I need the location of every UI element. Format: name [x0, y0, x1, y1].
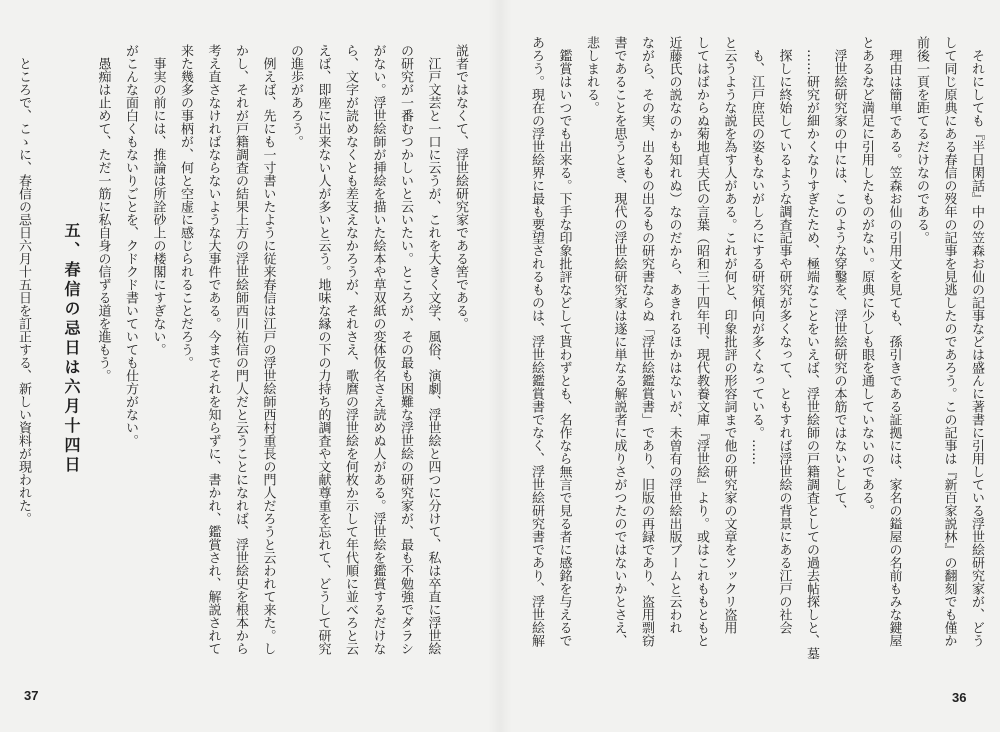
book-gutter	[488, 0, 512, 732]
text-column: ら、文字が読めなくとも差支えなかろうが、それさえ、歌麿の浮世絵を何枚か示して年代順に並べろと云	[343, 44, 358, 655]
page-number-left: 37	[24, 688, 39, 703]
text-column: 書であることを思うとき、現代の浮世絵研究家は遂に単なる解説者に成りさがつたのではないかとさえ、	[611, 36, 627, 647]
text-column: 近藤氏の説なのかも知れぬ）なのだから、あきれるほかはないが、未曽有の浮世絵出版ブームと云われ	[666, 36, 682, 634]
text-column: 鑑賞はいつでも出来る。下手な印象批評などして貰わずとも、名作なら無言で見る者に感銘を与えるで	[556, 49, 572, 647]
section-heading: 五、春信の忌日は六月十四日	[62, 222, 81, 476]
text-column: 事実の前には、推論は所詮砂上の楼閣にすぎない。	[150, 57, 166, 356]
text-columns	[8, 44, 474, 676]
text-column: の進歩があろう。	[288, 44, 303, 148]
text-column: とあるなど満足に引用したものがない。原典に少しも眼を通していないのである。	[859, 36, 874, 517]
text-column: がない。浮世絵師が挿絵を描いた絵本や草双紙の変体仮名さえ読めぬ人がある。浮世絵を鑑賞するだけな	[370, 44, 386, 655]
text-column: 江戸文芸と一口に云うが、これを大きく文学、風俗、演劇、浮世絵と四つに分けて、私は卒直に浮世絵	[425, 57, 441, 655]
text-column: えば、即座に出来ない人が多いと云う。地味な縁の下の力持ち的調査や文献尊重を忘れて、どうして研究	[315, 44, 331, 655]
text-column: と云うような説を為す人がある。これが何と、印象批評の形容詞まで他の研究家の文章をソックリ盗用	[721, 36, 737, 634]
text-column: ところで、こゝに、春信の忌日六月十五日を訂正する、新しい資料が現われた。	[16, 57, 31, 525]
quote-column: ……研究が細かくなりすぎたため、極端なことをいえば、浮世絵師の戸籍調査としての過去帖探しと、墓	[804, 49, 819, 660]
text-column: かし、それが戸籍調査の結果上方の浮世絵師西川祐信の門人だと云うことになれば、浮世絵史を根本から	[233, 44, 248, 655]
quote-column: も、江戸庶民の姿もないがしろにする研究傾向が多くなっている。……	[749, 49, 764, 465]
text-column: ながら、その実、出るもの出るもの研究書ならぬ「浮世絵鑑賞書」であり、旧版の再録であり、盗用剽窃	[639, 36, 654, 647]
text-column: 説者ではなくて、浮世絵研究家である筈である。	[453, 44, 468, 330]
quote-column: 探しに終始しているような調査記事や研究が多くなって、ともすれば浮世絵の背景にある江戸の社会	[776, 49, 792, 634]
text-column: あろう。現在の浮世絵界に最も要望されるものは、浮世絵鑑賞書でなく、浮世絵研究書であり、浮世絵解	[529, 36, 544, 647]
text-column: してはばからぬ菊地貞夫氏の言葉（昭和三十四年刊、現代教養文庫『浮世絵』より。或はこれももともと	[694, 36, 709, 647]
text-column: の研究が一番むつかしいと云いたい。ところが、その最も困難な浮世絵の研究家が、最も不勉強でダラシ	[398, 44, 413, 655]
text-columns	[520, 36, 990, 668]
text-column: 来た幾多の事柄が、何と空虚に感じられることだろう。	[178, 44, 193, 369]
text-column: 考え直さなければならないような大事件である。今までそれを知らずに、書かれ、鑑賞され、解説されて	[205, 44, 221, 655]
text-column: がこんな面白くもないりごとを、クドクド書いていても仕方がない。	[123, 44, 138, 447]
text-column: 例えば、先にも一寸書いたように従来春信は江戸の浮世絵師西村重長の門人だろうと云われて来た。し	[260, 57, 276, 655]
page-number-right: 36	[952, 690, 967, 705]
text-column: して同じ原典にある春信の歿年の記事を見逃したのであろう。この記事は『新百家説林』の翻刻でも僅か	[941, 36, 957, 647]
text-column: 理由は簡単である。笠森お仙の引用文を見ても、孫引きである証拠には、家名の鎰屋の名前もみな鍵屋	[886, 49, 902, 647]
text-column: 前後一頁を距てるだけなのである。	[914, 36, 929, 244]
text-column: それにしても『半日閑話』中の笠森お仙の記事などは盛んに著書に引用している浮世絵研究家が、どう	[969, 49, 984, 647]
right-page	[520, 36, 990, 668]
left-page	[8, 44, 474, 676]
text-column: 浮世絵研究家の中には、このような穿鑿を、浮世絵研究の本筋ではないとして、	[831, 49, 847, 517]
text-column: 愚痴は止めて、ただ一筋に私自身の信ずる道を進もう。	[95, 57, 111, 382]
text-column: 悲しまれる。	[584, 36, 599, 114]
